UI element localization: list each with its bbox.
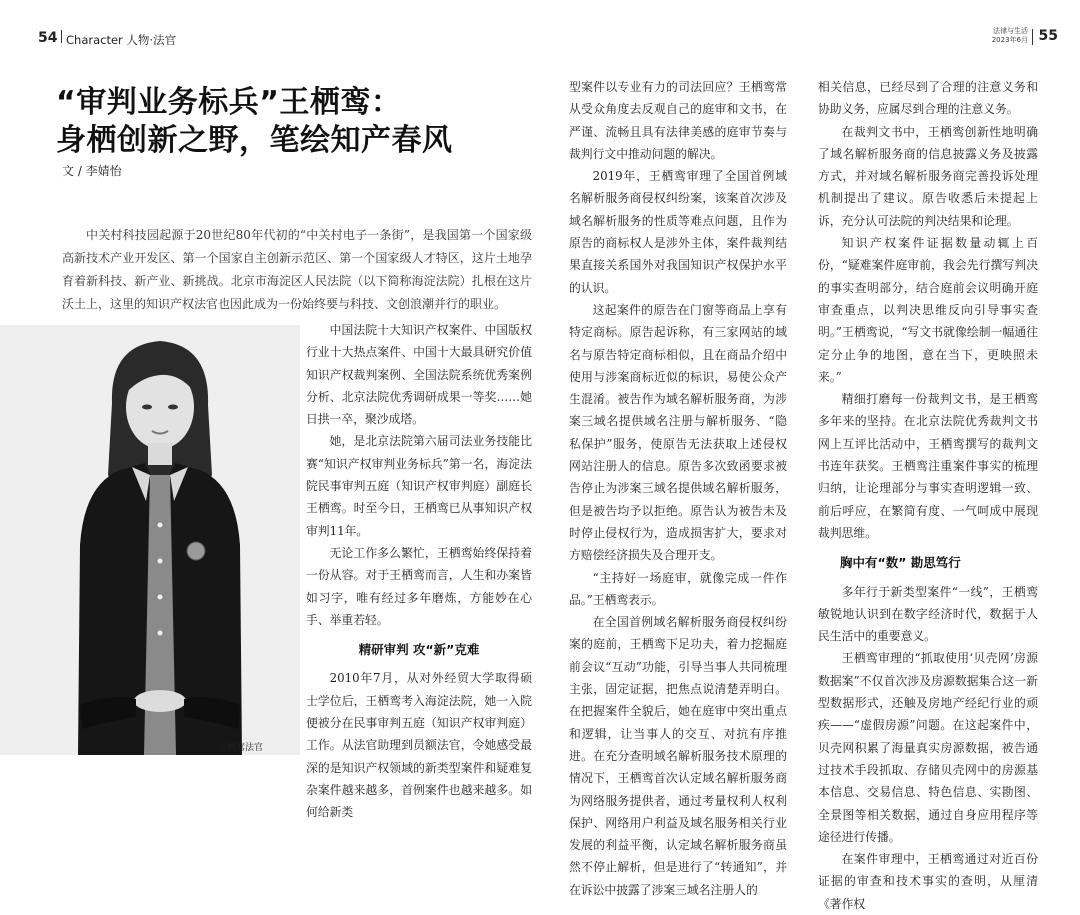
magazine-name: 法律与生活: [993, 27, 1028, 35]
article-intro: 中关村科技园起源于20世纪80年代初的“中关村电子一条街”，是我国第一个国家级高新技术产业开发区、第一个国家自主创新示范区、第一个国家级人才特区，这片土地孕育着新科技、新产业、新挑战。北京市海淀区人民法院（以下简称海淀法院）扎根在这片沃土上，这里的知识产权法官也因此成为一份始终要与科技、文创浪潮并行的职业。: [62, 228, 532, 311]
paragraph: “主持好一场庭审，就像完成一件作品。”王栖鸾表示。: [569, 570, 787, 607]
paragraph: 精细打磨每一份裁判文书，是王栖鸾多年来的坚持。在北京法院优秀裁判文书网上互评比活动中，王栖鸾撰写的裁判文书连年获奖。王栖鸾注重案件事实的梳理归纳，让论理部分与事实查明逻辑一致、前后呼应，在繁简有度、一气呵成中展现裁判思维。: [818, 392, 1038, 540]
paragraph: 相关信息，已经尽到了合理的注意义务和协助义务，应属尽到合理的注意义务。: [818, 80, 1038, 117]
paragraph: 王栖鸾审理的“抓取使用‘贝壳网’房源数据案”不仅首次涉及房源数据集合这一新型数据形式，还触及房地产经纪行业的顽疾——“虚假房源”问题。在这起案件中，贝壳网积累了海量真实房源数据，被告通过技术手段抓取、存储贝壳网中的房源基本信息、交易信息、特色信息、实勘图、全景图等相关数据，通过自身应用程序等途径进行传播。: [818, 651, 1038, 844]
paragraph: 在裁判文书中，王栖鸾创新性地明确了域名解析服务商的信息披露义务及披露方式，并对域名解析服务商完善投诉处理机制提出了建议。原告收悉后未提起上诉，充分认可法院的判决结果和论理。: [818, 124, 1038, 228]
paragraph: 无论工作多么繁忙，王栖鸾始终保持着一份从容。对于王栖鸾而言，人生和办案皆如习字，唯有经过多年磨炼，方能妙在心手、举重若轻。: [306, 545, 532, 627]
paragraph: 多年行于新类型案件“一线”，王栖鸾敏锐地认识到在数字经济时代，数据于人民生活中的重要意义。: [818, 584, 1038, 644]
photo-caption: 王栖鸾法官: [218, 743, 264, 753]
paragraph: 中国法院十大知识产权案件、中国版权行业十大热点案件、中国十大最具研究价值知识产权裁判案例、全国法院系统优秀案例分析、北京法院优秀调研成果一等奖……她日拱一卒，聚沙成塔。: [306, 323, 532, 427]
paragraph: 2019年，王栖鸾审理了全国首例域名解析服务商侵权纠纷案，该案首次涉及域名解析服务的性质等难点问题，且作为原告的商标权人是涉外主体，案件裁判结果直接关系国外对我国知识产权保护水平的认识。: [569, 169, 787, 295]
author-byline: 文 / 李婧怡: [62, 164, 122, 178]
left-page-number: 54: [38, 30, 58, 46]
header-divider-left: [61, 30, 62, 43]
article-title-line1: “审判业务标兵”王栖鸾：: [56, 85, 402, 120]
section-heading-1: 精研审判 攻“新”克难: [358, 642, 480, 658]
paragraph: 2010年7月，从对外经贸大学取得硕士学位后，王栖鸾考入海淀法院，她一入院便被分在民事审判五庭（知识产权审判庭）工作。从法官助理到员额法官，令她感受最深的是知识产权领域的新类型案件和疑难复杂案件越来越多，首例案件也越来越多。如何给新类: [306, 671, 532, 820]
header-divider-right: [1032, 29, 1033, 45]
paragraph: 型案件以专业有力的司法回应？王栖鸾常从受众角度去反观自己的庭审和文书，在严谨、流畅且具有法律美感的庭审节奏与裁判行文中推动问题的解决。: [569, 80, 787, 161]
section-heading-2: 胸中有“数” 勘思笃行: [840, 555, 961, 571]
magazine-issue-date: 2023年6月: [991, 36, 1028, 44]
text-column-3: [818, 76, 1038, 915]
article-title: [56, 84, 453, 160]
text-column-1: [306, 319, 532, 824]
paragraph: 知识产权案件证据数量动辄上百份，“疑难案件庭审前，我会先行撰写判决的事实查明部分，结合庭前会议明确开庭审查重点，以判决思维反向引导事实查明。”王栖鸾说，“写文书就像绘制一幅通往定分止争的地图，意在当下，更映照未来。”: [818, 236, 1038, 384]
paragraph: 在案件审理中，王栖鸾通过对近百份证据的审查和技术事实的查明，从厘清《著作权: [818, 852, 1038, 911]
paragraph: 这起案件的原告在门窗等商品上享有特定商标。原告起诉称，有三家网站的域名与原告特定商标相似，且在商品介绍中使用与涉案商标近似的标识，易使公众产生混淆。被告作为域名解析服务商，为涉案三域名提供域名注册与解析服务、“隐私保护”服务，使原告无法获取上述侵权网站注册人的信息。原告多次致函要求被告停止为涉案三域名提供域名解析服务，但是被告均予以拒绝。原告认为被告未及时停止侵权行为，造成损害扩大，要求对方赔偿经济损失及合理开支。: [569, 302, 787, 563]
article-title-line2: 身栖创新之野，笔绘知产春风: [56, 123, 453, 158]
section-label: Character 人物·法官: [66, 33, 177, 47]
magazine-info: [992, 27, 1028, 45]
text-column-2: [569, 76, 787, 901]
paragraph: 她，是北京法院第六届司法业务技能比赛“知识产权审判业务标兵”第一名，海淀法院民事审判五庭（知识产权审判庭）副庭长王栖鸾。时至今日，王栖鸾已从事知识产权审判11年。: [306, 434, 532, 538]
judge-portrait-photo: [0, 325, 300, 755]
paragraph: 在全国首例域名解析服务商侵权纠纷案的庭前，王栖鸾下足功夫，着力挖掘庭前会议“互动”功能，引导当事人共同梳理主张，固定证据，把焦点说清楚弄明白。在把握案件全貌后，她在庭审中突出重点和逻辑，让当事人的交互、对抗有序推进。在充分查明域名解析服务技术原理的情况下，王栖鸾首次认定域名解析服务商为网络服务提供者，通过考量权利人权利保护、网络用户利益及域名服务相关行业发展的利益平衡，认定域名解析服务商虽然不停止解析，但是进行了“转通知”，并在诉讼中披露了涉案三域名注册人的: [569, 615, 787, 897]
right-page-number: 55: [1038, 28, 1058, 44]
portrait-illustration: [0, 325, 300, 755]
